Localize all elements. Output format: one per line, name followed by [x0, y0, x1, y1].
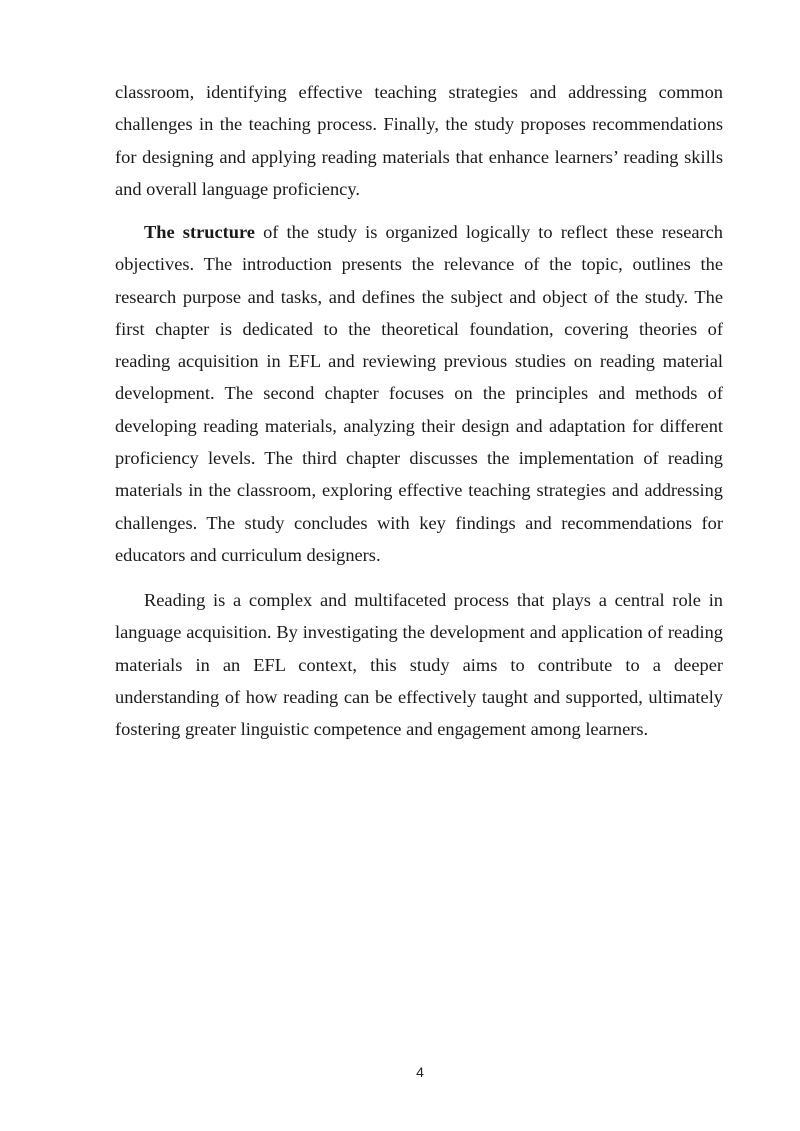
- paragraph-text: classroom, identifying effective teaching strategies and addressing common challenges in the teaching process. Finally, the study proposes recommendations for designing and applying reading materials that enhance learners’ reading skills and overall language proficiency.: [115, 82, 723, 199]
- paragraph-bold-lead: The structure: [144, 222, 255, 242]
- paragraph-text: of the study is organized logically to reflect these research objectives. The introduction presents the relevance of the topic, outlines the research purpose and tasks, and defines the subject and object of the study. The first chapter is dedicated to the theoretical foundation, covering theories of reading acquisition in EFL and reviewing previous studies on reading material development. The second chapter focuses on the principles and methods of developing reading materials, analyzing their design and adaptation for different proficiency levels. The third chapter discusses the implementation of reading materials in the classroom, exploring effective teaching strategies and addressing challenges. The study concludes with key findings and recommendations for educators and curriculum designers.: [115, 222, 723, 565]
- paragraph-text: Reading is a complex and multifaceted process that plays a central role in language acquisition. By investigating the development and application of reading materials in an EFL context, this study aims to contribute to a deeper understanding of how reading can be effectively taught and supported, ultimately fostering greater linguistic competence and engagement among learners.: [115, 590, 723, 740]
- page-number: 4: [416, 1064, 424, 1080]
- paragraph-conclusion: [115, 584, 723, 745]
- paragraph-structure: [115, 216, 723, 571]
- paragraph-continuation: [115, 76, 723, 205]
